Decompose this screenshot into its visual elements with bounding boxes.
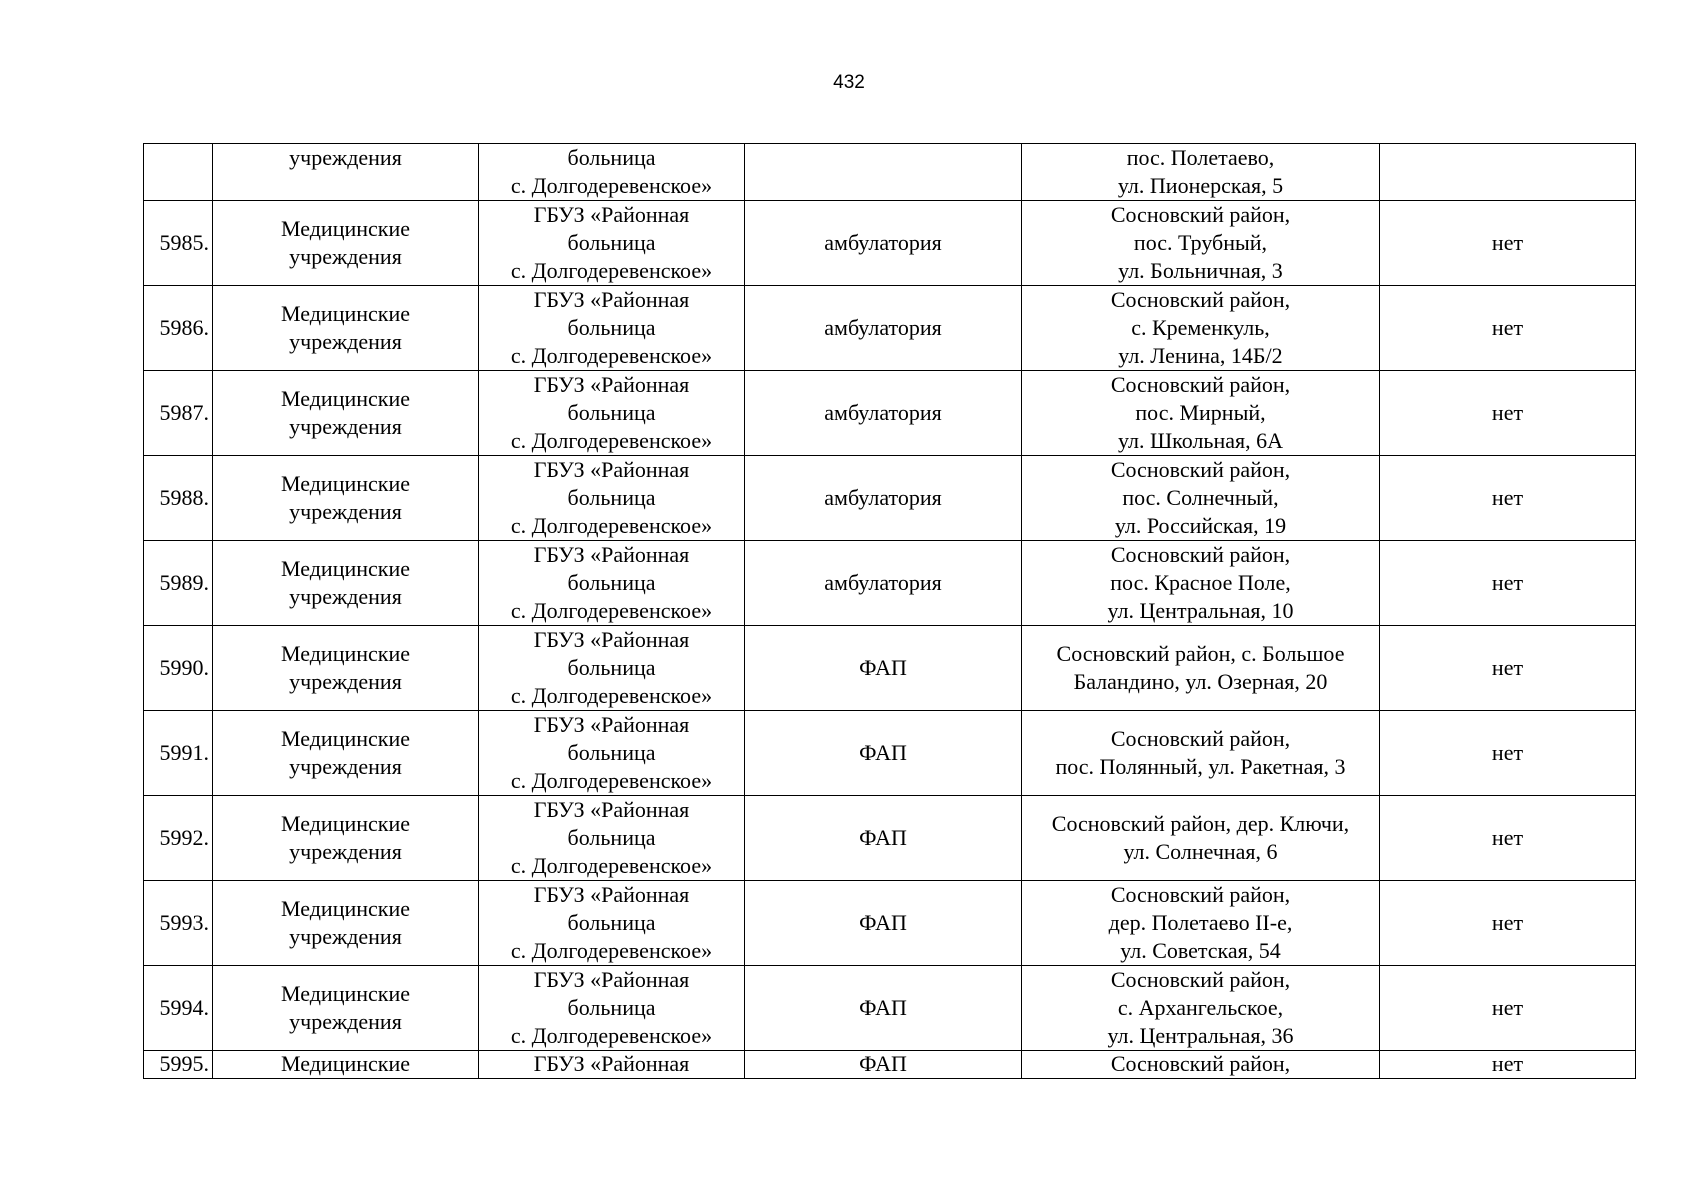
category-cell <box>213 201 479 286</box>
address-line: пос. Мирный, <box>1135 400 1266 425</box>
status-cell: нет <box>1380 626 1636 711</box>
category-line: Медицинские <box>280 556 411 581</box>
facility-type-cell: амбулатория <box>745 541 1022 626</box>
table-row <box>144 711 1636 796</box>
organization-line: с. Долгодеревенское» <box>510 768 713 793</box>
organization-line: с. Долгодеревенское» <box>510 428 713 453</box>
category-cell <box>213 456 479 541</box>
facility-type-cell: амбулатория <box>745 286 1022 371</box>
organization-line: больница <box>567 740 656 765</box>
table-row <box>144 1051 1636 1079</box>
category-cell <box>213 966 479 1051</box>
organization-line: ГБУЗ «Районная <box>533 882 690 907</box>
category-line: учреждения <box>289 145 402 170</box>
address-line: пос. Полянный, ул. Ракетная, 3 <box>1055 754 1346 779</box>
category-line: учреждения <box>289 584 402 609</box>
row-number-cell: 5985. <box>144 201 213 286</box>
category-line: учреждения <box>289 839 402 864</box>
address-line: пос. Солнечный, <box>1122 485 1279 510</box>
category-line: учреждения <box>289 244 402 269</box>
facility-type-cell: ФАП <box>745 626 1022 711</box>
table-row <box>144 626 1636 711</box>
organization-line: с. Долгодеревенское» <box>510 938 713 963</box>
facility-type-cell: ФАП <box>745 1051 1022 1079</box>
address-line: Сосновский район, дер. Ключи, <box>1051 811 1350 836</box>
address-line: Сосновский район, <box>1110 542 1291 567</box>
address-cell <box>1022 371 1380 456</box>
organization-line: ГБУЗ «Районная <box>533 712 690 737</box>
continuation-row <box>144 144 1636 201</box>
status-cell: нет <box>1380 711 1636 796</box>
category-line: Медицинские <box>280 811 411 836</box>
organization-line: с. Долгодеревенское» <box>510 683 713 708</box>
category-line: Медицинские <box>280 386 411 411</box>
row-number-cell: 5993. <box>144 881 213 966</box>
category-cell <box>213 144 479 201</box>
address-line: пос. Трубный, <box>1133 230 1268 255</box>
status-cell: нет <box>1380 541 1636 626</box>
category-line: учреждения <box>289 1009 402 1034</box>
category-cell <box>213 541 479 626</box>
organization-line: ГБУЗ «Районная <box>533 542 690 567</box>
address-line: Сосновский район, <box>1110 726 1291 751</box>
address-line: ул. Советская, 54 <box>1120 938 1281 963</box>
category-line: Медицинские <box>280 896 411 921</box>
address-cell <box>1022 144 1380 201</box>
organization-line: ГБУЗ «Районная <box>533 457 690 482</box>
organization-line: ГБУЗ «Районная <box>533 627 690 652</box>
organization-cell <box>479 541 745 626</box>
organization-cell <box>479 286 745 371</box>
organization-line: ГБУЗ «Районная <box>533 797 690 822</box>
table-row <box>144 541 1636 626</box>
facility-type-cell: ФАП <box>745 881 1022 966</box>
address-line: Сосновский район, с. Большое <box>1056 641 1345 666</box>
facility-type-cell: ФАП <box>745 796 1022 881</box>
status-cell: нет <box>1380 201 1636 286</box>
organization-cell <box>479 371 745 456</box>
table-row <box>144 881 1636 966</box>
address-line: ул. Центральная, 10 <box>1107 598 1294 623</box>
table-row <box>144 966 1636 1051</box>
row-number-cell <box>144 144 213 201</box>
row-number-cell: 5990. <box>144 626 213 711</box>
table-row <box>144 456 1636 541</box>
category-cell <box>213 626 479 711</box>
organization-line: больница <box>567 995 656 1020</box>
table-row <box>144 286 1636 371</box>
status-cell: нет <box>1380 456 1636 541</box>
status-cell: нет <box>1380 881 1636 966</box>
address-cell <box>1022 541 1380 626</box>
organization-cell <box>479 144 745 201</box>
address-line: с. Кременкуль, <box>1131 315 1270 340</box>
address-line: Сосновский район, <box>1110 372 1291 397</box>
address-line: ул. Больничная, 3 <box>1118 258 1283 283</box>
facility-type-cell: амбулатория <box>745 371 1022 456</box>
row-number-cell: 5989. <box>144 541 213 626</box>
category-cell <box>213 796 479 881</box>
organization-cell: ГБУЗ «Районная <box>479 1051 745 1079</box>
category-cell: Медицинские <box>213 1051 479 1079</box>
category-line: учреждения <box>289 669 402 694</box>
address-cell <box>1022 456 1380 541</box>
address-line: пос. Красное Поле, <box>1110 570 1291 595</box>
facility-type-cell: ФАП <box>745 711 1022 796</box>
address-cell <box>1022 201 1380 286</box>
organization-cell <box>479 711 745 796</box>
address-cell <box>1022 626 1380 711</box>
category-line: учреждения <box>289 754 402 779</box>
organization-line: с. Долгодеревенское» <box>510 853 713 878</box>
address-line: Сосновский район, <box>1110 967 1291 992</box>
table-row <box>144 371 1636 456</box>
category-line: учреждения <box>289 329 402 354</box>
address-line: Сосновский район, <box>1110 882 1291 907</box>
row-number-cell: 5986. <box>144 286 213 371</box>
category-line: учреждения <box>289 414 402 439</box>
address-line: ул. Пионерская, 5 <box>1117 173 1284 198</box>
status-cell: нет <box>1380 796 1636 881</box>
organization-line: ГБУЗ «Районная <box>533 372 690 397</box>
address-cell <box>1022 966 1380 1051</box>
organization-line: ГБУЗ «Районная <box>533 967 690 992</box>
organization-line: с. Долгодеревенское» <box>510 258 713 283</box>
category-line: Медицинские <box>280 726 411 751</box>
organization-line: с. Долгодеревенское» <box>510 1023 713 1048</box>
category-line: Медицинские <box>280 301 411 326</box>
organization-cell <box>479 881 745 966</box>
organization-line: больница <box>567 570 656 595</box>
status-cell: нет <box>1380 286 1636 371</box>
address-cell <box>1022 711 1380 796</box>
organization-line: ГБУЗ «Районная <box>533 202 690 227</box>
organization-cell <box>479 796 745 881</box>
address-line: Сосновский район, <box>1110 457 1291 482</box>
address-line: Сосновский район, <box>1110 287 1291 312</box>
address-line: пос. Полетаево, <box>1126 145 1275 170</box>
status-cell: нет <box>1380 371 1636 456</box>
organization-cell <box>479 626 745 711</box>
address-cell <box>1022 796 1380 881</box>
address-cell <box>1022 881 1380 966</box>
address-cell: Сосновский район, <box>1022 1051 1380 1079</box>
category-line: Медицинские <box>280 641 411 666</box>
organization-cell <box>479 201 745 286</box>
address-line: ул. Центральная, 36 <box>1107 1023 1294 1048</box>
category-line: учреждения <box>289 924 402 949</box>
category-line: Медицинские <box>280 981 411 1006</box>
category-line: Медицинские <box>280 471 411 496</box>
organization-cell <box>479 456 745 541</box>
organization-line: с. Долгодеревенское» <box>510 343 713 368</box>
organization-line: с. Долгодеревенское» <box>510 598 713 623</box>
row-number-cell: 5994. <box>144 966 213 1051</box>
table-row <box>144 201 1636 286</box>
facilities-table <box>143 143 1636 1079</box>
page-number: 432 <box>833 72 865 93</box>
organization-line: больница <box>567 230 656 255</box>
row-number-cell: 5992. <box>144 796 213 881</box>
organization-line: больница <box>567 825 656 850</box>
status-cell <box>1380 144 1636 201</box>
facility-type-cell: ФАП <box>745 966 1022 1051</box>
category-cell <box>213 286 479 371</box>
row-number-cell: 5988. <box>144 456 213 541</box>
organization-line: больница <box>567 910 656 935</box>
category-line: учреждения <box>289 499 402 524</box>
address-line: дер. Полетаево II-е, <box>1108 910 1293 935</box>
address-cell <box>1022 286 1380 371</box>
organization-line: с. Долгодеревенское» <box>510 173 713 198</box>
category-cell <box>213 881 479 966</box>
row-number-cell: 5991. <box>144 711 213 796</box>
organization-line: больница <box>567 315 656 340</box>
category-cell <box>213 711 479 796</box>
organization-line: ГБУЗ «Районная <box>533 287 690 312</box>
address-line: с. Архангельское, <box>1117 995 1284 1020</box>
address-line: ул. Солнечная, 6 <box>1123 839 1278 864</box>
organization-line: больница <box>567 485 656 510</box>
address-line: Баландино, ул. Озерная, 20 <box>1073 669 1328 694</box>
status-cell: нет <box>1380 966 1636 1051</box>
address-line: Сосновский район, <box>1110 202 1291 227</box>
row-number-cell: 5995. <box>144 1051 213 1079</box>
organization-line: больница <box>567 400 656 425</box>
facility-type-cell: амбулатория <box>745 201 1022 286</box>
facility-type-cell <box>745 144 1022 201</box>
facility-type-cell: амбулатория <box>745 456 1022 541</box>
status-cell: нет <box>1380 1051 1636 1079</box>
organization-cell <box>479 966 745 1051</box>
category-cell <box>213 371 479 456</box>
table-body <box>144 144 1636 1079</box>
category-line: Медицинские <box>280 216 411 241</box>
organization-line: больница <box>567 145 656 170</box>
organization-line: с. Долгодеревенское» <box>510 513 713 538</box>
address-line: ул. Ленина, 14Б/2 <box>1118 343 1283 368</box>
row-number-cell: 5987. <box>144 371 213 456</box>
organization-line: больница <box>567 655 656 680</box>
address-line: ул. Школьная, 6А <box>1117 428 1284 453</box>
address-line: ул. Российская, 19 <box>1114 513 1287 538</box>
table-row <box>144 796 1636 881</box>
